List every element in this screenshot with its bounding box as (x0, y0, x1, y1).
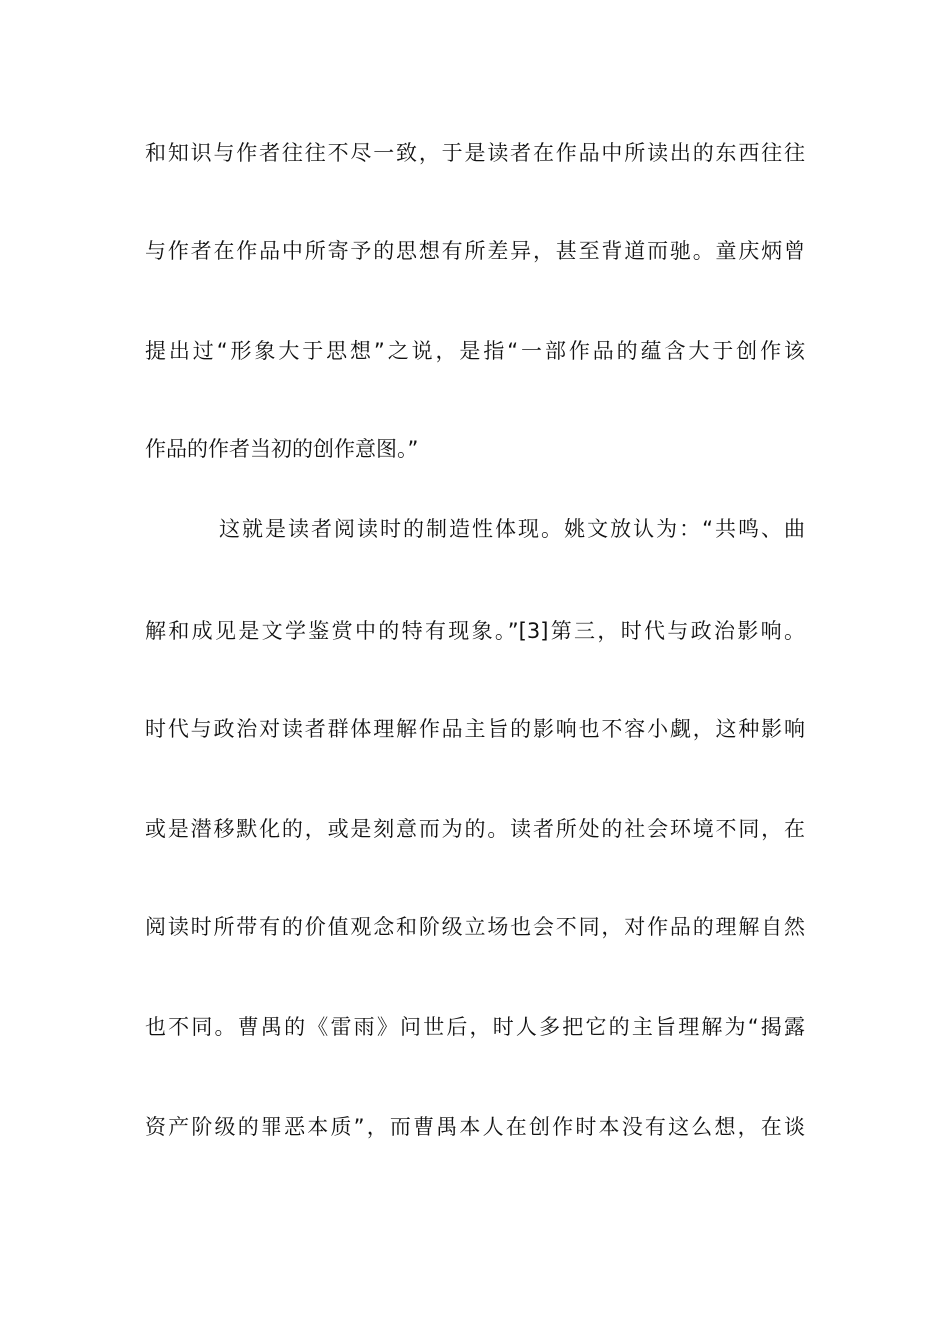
text-line-11: 资产阶级的罪恶本质”，而曹禺本人在创作时本没有这么想，在谈 (145, 1115, 805, 1139)
text-line-10: 也不同。曹禺的《雷雨》问世后，时人多把它的主旨理解为“揭露 (145, 1015, 805, 1039)
text-line-7: 时代与政治对读者群体理解作品主旨的影响也不容小觑，这种影响 (145, 717, 805, 741)
text-line-2: 与作者在作品中所寄予的思想有所差异，甚至背道而驰。童庆炳曾 (145, 239, 805, 263)
text-line-8: 或是潜移默化的，或是刻意而为的。读者所处的社会环境不同，在 (145, 817, 805, 841)
text-line-5: 这就是读者阅读时的制造性体现。姚文放认为：“共鸣、曲 (219, 517, 805, 541)
text-line-1: 和知识与作者往往不尽一致，于是读者在作品中所读出的东西往往 (145, 141, 805, 165)
text-line-6: 解和成见是文学鉴赏中的特有现象。”[3]第三，时代与政治影响。 (145, 619, 805, 643)
text-line-4: 作品的作者当初的创作意图。” (145, 437, 419, 461)
text-line-3: 提出过“形象大于思想”之说，是指“一部作品的蕴含大于创作该 (145, 339, 805, 363)
text-line-9: 阅读时所带有的价值观念和阶级立场也会不同，对作品的理解自然 (145, 915, 805, 939)
